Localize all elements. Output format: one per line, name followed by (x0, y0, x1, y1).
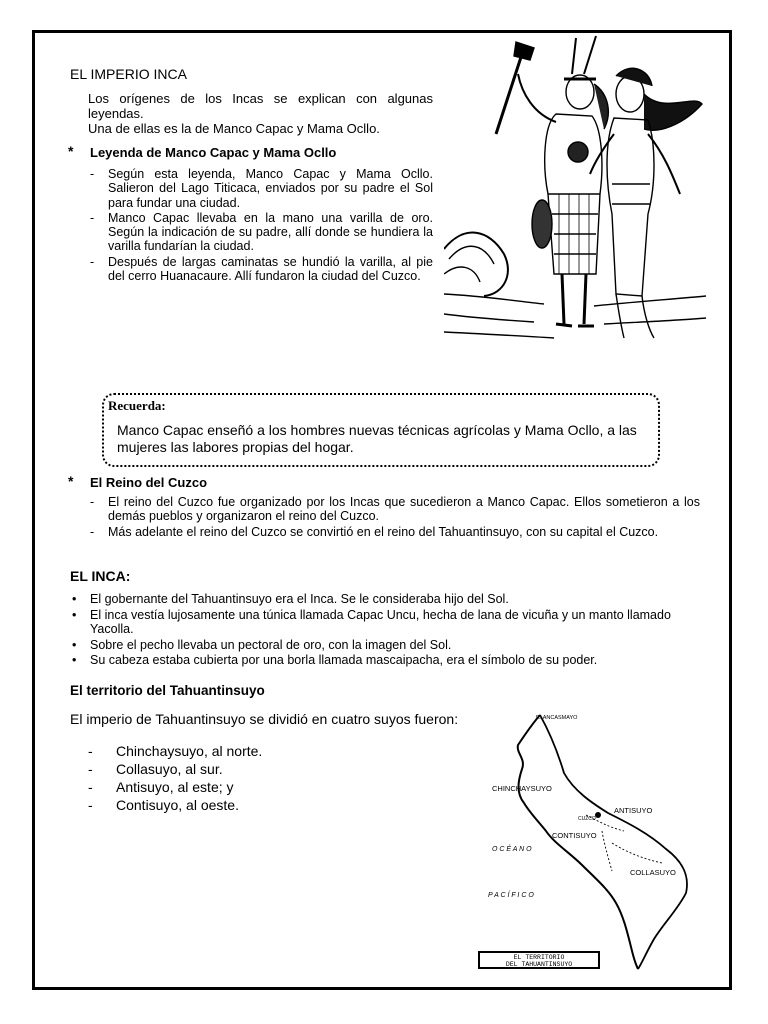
legend-list (90, 167, 433, 284)
territory-heading: El territorio del Tahuantinsuyo (70, 683, 265, 698)
map-label-collasuyo: COLLASUYO (630, 868, 676, 877)
remember-text: Manco Capac enseñó a los hombres nuevas técnicas agrícolas y Mama Ocllo, a las mujeres las labores propias del hogar. (117, 422, 637, 455)
reino-list (90, 495, 700, 540)
inca-list (70, 592, 700, 669)
list-item: - Después de largas caminatas se hundió la varilla, al pie del cerro Huanacaure. Allí fundaron la ciudad del Cuzco. (90, 255, 433, 284)
suyo-list (88, 743, 348, 815)
reino-heading: El Reino del Cuzco (90, 475, 208, 490)
list-item: - Collasuyo, al sur. (88, 761, 348, 778)
map-label-ancasmayo: R. ANCASMAYO (536, 715, 578, 721)
page-title: EL IMPERIO INCA (70, 66, 187, 82)
list-item: - Según esta leyenda, Manco Capac y Mama Ocllo. Salieron del Lago Titicaca, enviados por su padre el Sol para fundar una ciudad. (90, 167, 433, 210)
list-item: • El inca vestía lujosamente una túnica llamada Capac Uncu, hecha de lana de vicuña y un manto llamado Yacolla. (70, 608, 700, 637)
map-caption-line-1: EL TERRITORIO (513, 954, 565, 961)
legend-heading: Leyenda de Manco Capac y Mama Ocllo (90, 145, 337, 160)
manco-capac-mama-ocllo-illustration (444, 34, 706, 344)
territory-intro: El imperio de Tahuantinsuyo se dividió en cuatro suyos fueron: (70, 711, 459, 727)
map-label-contisuyo: CONTISUYO (552, 831, 597, 840)
list-item: • Su cabeza estaba cubierta por una borla llamada mascaipacha, era el símbolo de su poder. (70, 653, 700, 668)
intro-line-2: Una de ellas es la de Manco Capac y Mama Ocllo. (88, 121, 380, 136)
map-label-oceano: O C É A N O (492, 846, 532, 853)
reino-star-bullet: * (68, 473, 74, 489)
remember-title: Recuerda: (108, 398, 166, 413)
intro-line-1: Los orígenes de los Incas se explican con algunas leyendas. (88, 91, 433, 121)
list-item: - El reino del Cuzco fue organizado por los Incas que sucedieron a Manco Capac. Ellos sometieron a los demás pueblos y organizaron el reino del Cuzco. (90, 495, 700, 524)
list-item: - Antisuyo, al este; y (88, 779, 348, 796)
map-label-chinchaysuyo: CHINCHAYSUYO (492, 784, 552, 793)
map-caption (478, 951, 600, 969)
list-item: - Más adelante el reino del Cuzco se convirtió en el reino del Tahuantinsuyo, con su capital el Cuzco. (90, 525, 700, 539)
map-label-pacifico: P A C Í F I C O (488, 892, 534, 899)
list-item: • El gobernante del Tahuantinsuyo era el Inca. Se le consideraba hijo del Sol. (70, 592, 700, 607)
tahuantinsuyo-map (478, 703, 718, 975)
list-item: - Chinchaysuyo, al norte. (88, 743, 348, 760)
list-item: - Contisuyo, al oeste. (88, 797, 348, 814)
legend-star-bullet: * (68, 143, 74, 159)
map-label-antisuyo: ANTISUYO (614, 806, 653, 815)
inca-heading: EL INCA: (70, 568, 131, 584)
list-item: • Sobre el pecho llevaba un pectoral de oro, con la imagen del Sol. (70, 638, 700, 653)
intro-paragraph (88, 91, 433, 136)
list-item: - Manco Capac llevaba en la mano una varilla de oro. Según la indicación de su padre, allí donde se hundiera la varilla fundarían la ciudad. (90, 211, 433, 254)
map-caption-line-2: DEL TAHUANTINSUYO (505, 961, 573, 968)
remember-box (102, 393, 660, 467)
map-label-cuzco: CUZCO (578, 816, 596, 822)
